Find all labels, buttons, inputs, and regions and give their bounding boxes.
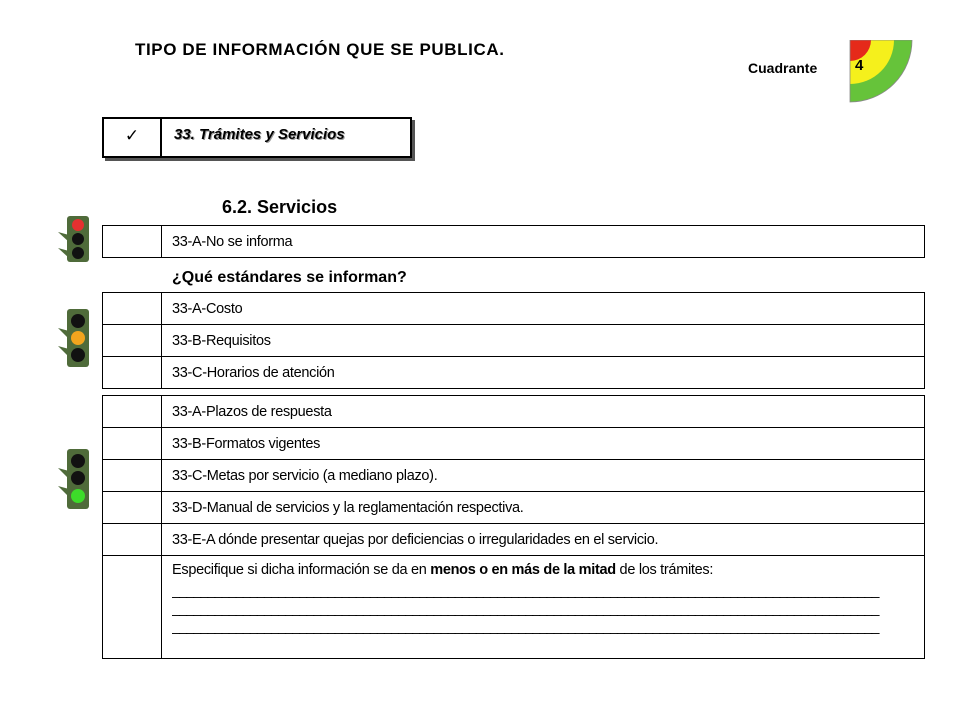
traffic-light-lamp [72,233,84,245]
table-row [103,524,925,556]
traffic-light-lamp [71,348,85,362]
item-label: 33. Trámites y Servicios [174,126,345,143]
table-row [103,396,925,428]
traffic-light-lamp [72,247,84,259]
checkbox-cell[interactable] [103,524,162,556]
traffic-light-lamp [71,314,85,328]
checkbox-cell[interactable] [103,492,162,524]
option-label: 33-B-Requisitos [162,325,925,357]
table-row [103,293,925,325]
option-label: 33-E-A dónde presentar quejas por deficiencias o irregularidades en el servicio. [162,524,925,556]
checkbox-cell[interactable] [103,556,162,659]
traffic-light-red-icon [57,215,91,263]
item-box [102,117,412,158]
table-row [103,226,925,258]
table-row [103,325,925,357]
traffic-light-lamp [71,454,85,468]
table-row [103,428,925,460]
table-not-informed [102,225,925,258]
question-label: ¿Qué estándares se informan? [172,269,407,286]
table-row [103,460,925,492]
answer-line-1[interactable]: ____________________________________________________________________________________________________ [172,583,879,599]
table-row [103,492,925,524]
traffic-light-lamp [71,331,85,345]
option-label: 33-D-Manual de servicios y la reglamentación respectiva. [162,492,925,524]
specify-suffix: de los trámites: [615,562,714,578]
answer-line-3[interactable]: ____________________________________________________________________________________________________ [172,619,879,635]
checkbox-cell[interactable] [103,396,162,428]
quadrant-number: 4 [855,57,864,74]
traffic-light-lamp [72,219,84,231]
checkbox-cell[interactable] [103,460,162,492]
option-label: 33-A-No se informa [162,226,925,258]
checkmark-icon: ✓ [104,119,162,156]
table-row [103,357,925,389]
option-label: 33-C-Horarios de atención [162,357,925,389]
answer-line-2[interactable]: ____________________________________________________________________________________________________ [172,601,879,617]
table-full-standards [102,395,925,659]
traffic-light-lamp [71,489,85,503]
traffic-light-yellow-icon [57,308,91,368]
option-label: 33-C-Metas por servicio (a mediano plazo). [162,460,925,492]
specify-bold: menos o en más de la mitad [430,562,616,578]
table-basic-standards [102,292,925,389]
table-row [103,556,925,659]
traffic-light-green-icon [57,448,91,510]
checkbox-cell[interactable] [103,325,162,357]
option-label: 33-A-Costo [162,293,925,325]
specify-text [172,562,924,582]
traffic-light-lamp [71,471,85,485]
option-label: 33-A-Plazos de respuesta [162,396,925,428]
section-title: 6.2. Servicios [222,197,338,217]
specify-prefix: Especifique si dicha información se da en [172,562,431,578]
page-title: TIPO DE INFORMACIÓN QUE SE PUBLICA. [135,40,505,59]
checkbox-cell[interactable] [103,226,162,258]
quadrant-label: Cuadrante [748,60,818,76]
checkbox-cell[interactable] [103,293,162,325]
specify-cell [162,556,925,659]
checkbox-cell[interactable] [103,428,162,460]
checkbox-cell[interactable] [103,357,162,389]
option-label: 33-B-Formatos vigentes [162,428,925,460]
